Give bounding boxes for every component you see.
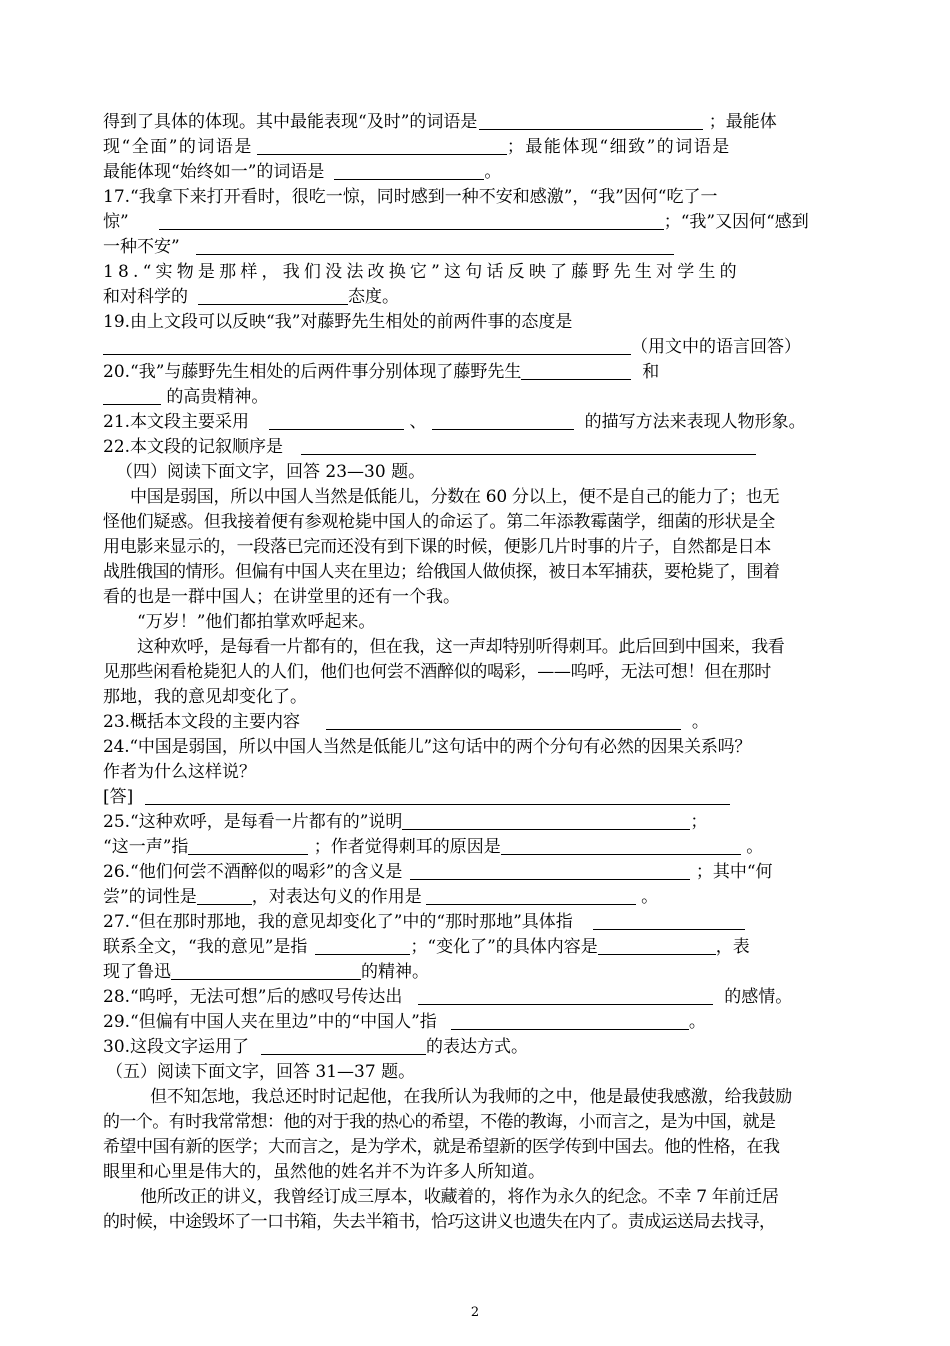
text-line: 25.“这种欢呼，是每看一片都有的”说明 ； (103, 812, 708, 832)
paragraph-line: 但不知怎地，我总还时时记起他，在我所认为我师的之中，他是最使我感激，给我鼓励 (150, 1087, 793, 1107)
text-line: 联系全文，“我的意见”是指 ；“变化了”的具体内容是 ，表 (103, 937, 750, 957)
text-line: 尝”的词性是 ，对表达句义的作用是 。 (103, 887, 659, 907)
text-line: 22.本文段的记叙顺序是 (103, 435, 851, 460)
text-line: 和对科学的 态度。 (103, 287, 399, 307)
text-line: 20.“我”与藤野先生相处的后两件事分别体现了藤野先生 和 (103, 362, 660, 382)
text-line: 17.“我拿下来打开看时，很吃一惊，同时感到一种不安和感激”，“我”因何“吃了一 (103, 187, 718, 207)
page-number: 2 (470, 1305, 480, 1320)
text-line: 现“全面”的词语是 ；最能体现“细致”的词语是 (103, 137, 731, 157)
paragraph-line: 用电影来显示的，一段落已完而还没有到下课的时候，便影几片时事的片子，自然都是日本 (103, 537, 771, 557)
paragraph-line: 见那些闲看枪毙犯人的人们，他们也何尝不酒醉似的喝彩，——呜呼，无法可想！但在那时 (103, 662, 771, 682)
text-line: 26.“他们何尝不酒醉似的喝彩”的含义是 ；其中“何 (103, 862, 773, 882)
text-line: “这一声”指 ；作者觉得刺耳的原因是 。 (103, 837, 764, 857)
paragraph-line: 战胜俄国的情形。但偏有中国人夹在里边；给俄国人做侦探，被日本军捕获，要枪毙了，围着 (103, 562, 780, 582)
text-line: 最能体现“始终如一”的词语是 。 (103, 162, 502, 182)
paragraph-line: “万岁！”他们都拍掌欢呼起来。 (137, 612, 376, 632)
text-line: 27.“但在那时那地，我的意见却变化了”中的“那时那地”具体指 (103, 910, 851, 935)
text-line: 19.由上文段可以反映“我”对藤野先生相处的前两件事的态度是 (103, 312, 573, 332)
text-line: 的高贵精神。 (103, 385, 851, 410)
paragraph-line: 这种欢呼，是每看一片都有的，但在我，这一声却特别听得刺耳。此后回到中国来，我看 (137, 637, 785, 657)
section-heading: （四）阅读下面文字，回答 23—30 题。 (116, 462, 426, 482)
text-line: 21.本文段主要采用 、 的描写方法来表现人物形象。 (103, 412, 806, 432)
paragraph-line: 眼里和心里是伟大的，虽然他的姓名并不为许多人所知道。 (103, 1162, 545, 1182)
text-line: 23.概括本文段的主要内容 。 (103, 712, 709, 732)
text-line: [答] (103, 785, 851, 810)
paragraph-line: 的一个。有时我常常想：他的对于我的热心的希望，不倦的教诲，小而言之，是为中国，就是 (103, 1112, 776, 1132)
paragraph-line: 希望中国有新的医学；大而言之，是为学术，就是希望新的医学传到中国去。他的性格，在我 (103, 1137, 780, 1157)
text-line: 30.这段文字运用了 的表达方式。 (103, 1037, 529, 1057)
text-line: 28.“呜呼，无法可想”后的感叹号传达出 的感情。 (103, 987, 793, 1007)
text-line: 得到了具体的体现。其中最能表现“及时”的词语是 ；最能体 (103, 112, 777, 132)
text-line: 一种不安” (103, 235, 851, 260)
text-line: 现了鲁迅 的精神。 (103, 962, 429, 982)
text-line: 作者为什么这样说？ (103, 762, 256, 782)
paragraph-line: 中国是弱国，所以中国人当然是低能儿，分数在 60 分以上，便不是自己的能力了；也无 (130, 487, 780, 507)
text-line: （用文中的语言回答） (103, 335, 851, 360)
section-heading: （五）阅读下面文字，回答 31—37 题。 (106, 1062, 416, 1082)
paragraph-line: 怪他们疑惑。但我接着便有参观枪毙中国人的命运了。第二年添教霉菌学，细菌的形状是全 (103, 512, 775, 532)
text-line: 24.“中国是弱国，所以中国人当然是低能儿”这句话中的两个分句有必然的因果关系吗？ (103, 737, 752, 757)
text-line: 18.“实物是那样，我们没法改换它”这句话反映了藤野先生对学生的 (103, 262, 741, 282)
paragraph-line: 看的也是一群中国人；在讲堂里的还有一个我。 (103, 587, 460, 607)
text-line: 惊” ；“我”又因何“感到 (103, 212, 809, 232)
paragraph-line: 他所改正的讲义，我曾经订成三厚本，收藏着的，将作为永久的纪念。不幸 7 年前迁居 (140, 1187, 779, 1207)
text-line: 29.“但偏有中国人夹在里边”中的“中国人”指 。 (103, 1012, 706, 1032)
paragraph-line: 的时候，中途毁坏了一口书箱，失去半箱书，恰巧这讲义也遗失在内了。责成运送局去找寻， (103, 1212, 776, 1232)
paragraph-line: 那地，我的意见却变化了。 (103, 687, 307, 707)
